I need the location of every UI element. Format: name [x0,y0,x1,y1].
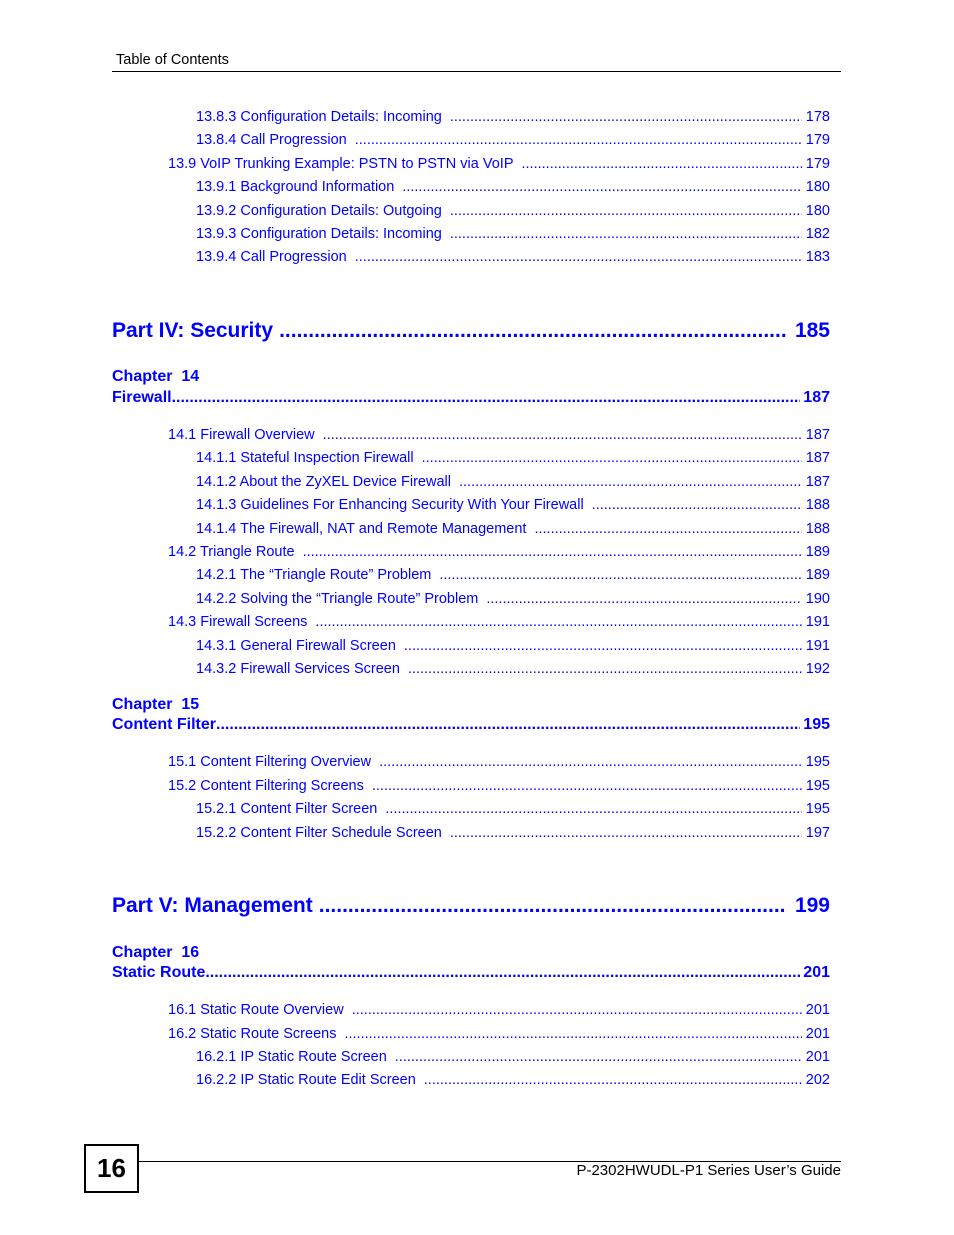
dot-leader [408,660,802,678]
toc-entry-label: 16.2.2 IP Static Route Edit Screen [196,1072,416,1088]
toc-entry-page: 187 [805,450,830,466]
toc-entry[interactable] [196,225,830,243]
part-label: Part V: Management [112,894,313,917]
part-page: 185 [794,319,830,342]
chapter-page: 201 [803,964,830,981]
toc-entry-label: 15.2.1 Content Filter Screen [196,801,378,817]
toc-entry-label: 16.2.1 IP Static Route Screen [196,1049,387,1065]
toc-entry-page: 179 [805,132,830,148]
chapter-page: 187 [803,389,830,406]
dot-leader [534,520,801,538]
chapter-title: Content Filter [112,716,216,733]
toc-entry-label: 14.2.2 Solving the “Triangle Route” Problem [196,591,479,607]
toc-entry[interactable] [168,777,830,795]
dot-leader [352,1001,802,1019]
toc-entry-label: 14.3.2 Firewall Services Screen [196,661,400,677]
dot-leader [486,590,801,608]
chapter-page: 195 [803,716,830,733]
toc-entry-label: 14.1.2 About the ZyXEL Device Firewall [196,474,451,490]
toc-entry[interactable] [196,108,830,126]
chapter-number: Chapter 15 [112,696,200,713]
toc-entry[interactable] [196,496,830,514]
chapter-title: Static Route [112,964,206,981]
toc-entry[interactable] [196,178,830,196]
toc-entry-page: 192 [805,661,830,677]
dot-leader [344,1025,801,1043]
dot-leader [319,893,787,919]
toc-entry-label: 13.8.3 Configuration Details: Incoming [196,109,442,125]
toc-entry-label: 13.9.2 Configuration Details: Outgoing [196,203,442,219]
toc-entry-page: 195 [805,778,830,794]
dot-leader [355,248,802,266]
toc-entry-label: 15.1 Content Filtering Overview [168,754,372,770]
toc-entry[interactable] [168,426,830,444]
dot-leader [172,388,801,408]
dot-leader [279,318,787,344]
chapter-number: Chapter 16 [112,944,200,961]
dot-leader [450,225,802,243]
toc-entry-page: 182 [805,226,830,242]
toc-entry-label: 15.2.2 Content Filter Schedule Screen [196,825,442,841]
toc-entry[interactable] [196,590,830,608]
toc-entry-label: 14.1.3 Guidelines For Enhancing Security With Your Firewall [196,497,584,513]
toc-entry[interactable] [168,1025,830,1043]
toc-entry[interactable] [168,613,830,631]
toc-entry-page: 189 [805,544,830,560]
toc-entry-page: 188 [805,497,830,513]
toc-entry-label: 14.1 Firewall Overview [168,427,315,443]
dot-leader [422,449,802,467]
chapter-title-firewall[interactable] [112,388,830,408]
dot-leader [205,963,800,983]
chapter-number: Chapter 14 [112,368,200,385]
toc-entry-page: 195 [805,754,830,770]
toc-entry-label: 13.9 VoIP Trunking Example: PSTN to PSTN via VoIP [168,156,514,172]
dot-leader [439,566,801,584]
dot-leader [315,613,801,631]
dot-leader [395,1048,802,1066]
part-page: 199 [794,894,830,917]
chapter-title: Firewall [112,389,172,406]
toc-entry-page: 188 [805,521,830,537]
toc-entry[interactable] [196,248,830,266]
dot-leader [216,715,800,735]
toc-entry-label: 16.1 Static Route Overview [168,1002,344,1018]
toc-entry[interactable] [196,637,830,655]
dot-leader [355,131,802,149]
toc-entry-page: 201 [805,1049,830,1065]
header-rule [112,71,841,72]
toc-entry[interactable] [196,202,830,220]
toc-entry-page: 201 [805,1026,830,1042]
toc-entry-page: 202 [805,1072,830,1088]
dot-leader [424,1071,802,1089]
toc-entry-page: 183 [805,249,830,265]
dot-leader [450,108,802,126]
dot-leader [372,777,802,795]
toc-entry[interactable] [196,800,830,818]
toc-entry[interactable] [196,473,830,491]
dot-leader [404,637,802,655]
toc-entry[interactable] [196,520,830,538]
dot-leader [459,473,802,491]
toc-entry[interactable] [196,660,830,678]
running-header: Table of Contents [116,52,229,68]
toc-entry[interactable] [196,1071,830,1089]
dot-leader [385,800,801,818]
dot-leader [402,178,802,196]
dot-leader [450,824,802,842]
toc-entry-page: 180 [805,179,830,195]
guide-title: P-2302HWUDL-P1 Series User’s Guide [576,1162,841,1179]
toc-entry[interactable] [168,155,830,173]
part-heading-management[interactable] [112,893,830,919]
dot-leader [323,426,802,444]
toc-entry-label: 13.9.3 Configuration Details: Incoming [196,226,442,242]
dot-leader [592,496,802,514]
toc-entry-page: 191 [805,638,830,654]
chapter-title-content-filter[interactable] [112,715,830,735]
toc-entry[interactable] [196,824,830,842]
part-label: Part IV: Security [112,319,274,342]
dot-leader [450,202,802,220]
toc-entry-label: 14.2 Triangle Route [168,544,295,560]
toc-entry-label: 14.3 Firewall Screens [168,614,308,630]
toc-entry[interactable] [196,1048,830,1066]
toc-entry-label: 16.2 Static Route Screens [168,1026,337,1042]
toc-entry[interactable] [168,1001,830,1019]
dot-leader [303,543,802,561]
toc-entry-page: 179 [805,156,830,172]
dot-leader [379,753,802,771]
page-number-box: 16 [84,1144,139,1193]
toc-entry-page: 187 [805,427,830,443]
toc-entry-label: 14.3.1 General Firewall Screen [196,638,396,654]
toc-entry-page: 201 [805,1002,830,1018]
dot-leader [522,155,802,173]
part-heading-security[interactable] [112,318,830,344]
toc-entry-label: 13.9.4 Call Progression [196,249,347,265]
toc-entry-page: 187 [805,474,830,490]
toc-entry-label: 14.2.1 The “Triangle Route” Problem [196,567,432,583]
toc-entry[interactable] [196,131,830,149]
toc-entry-page: 178 [805,109,830,125]
toc-entry-label: 14.1.4 The Firewall, NAT and Remote Management [196,521,527,537]
toc-entry-page: 191 [805,614,830,630]
toc-entry-label: 14.1.1 Stateful Inspection Firewall [196,450,414,466]
toc-entry-page: 195 [805,801,830,817]
toc-entry-label: 13.9.1 Background Information [196,179,395,195]
chapter-title-static-route[interactable] [112,963,830,983]
toc-entry-page: 190 [805,591,830,607]
toc-entry-label: 15.2 Content Filtering Screens [168,778,364,794]
toc-entry[interactable] [168,543,830,561]
toc-entry-page: 197 [805,825,830,841]
toc-entry[interactable] [196,566,830,584]
toc-entry[interactable] [196,449,830,467]
toc-entry-page: 180 [805,203,830,219]
toc-entry[interactable] [168,753,830,771]
toc-entry-label: 13.8.4 Call Progression [196,132,347,148]
toc-entry-page: 189 [805,567,830,583]
